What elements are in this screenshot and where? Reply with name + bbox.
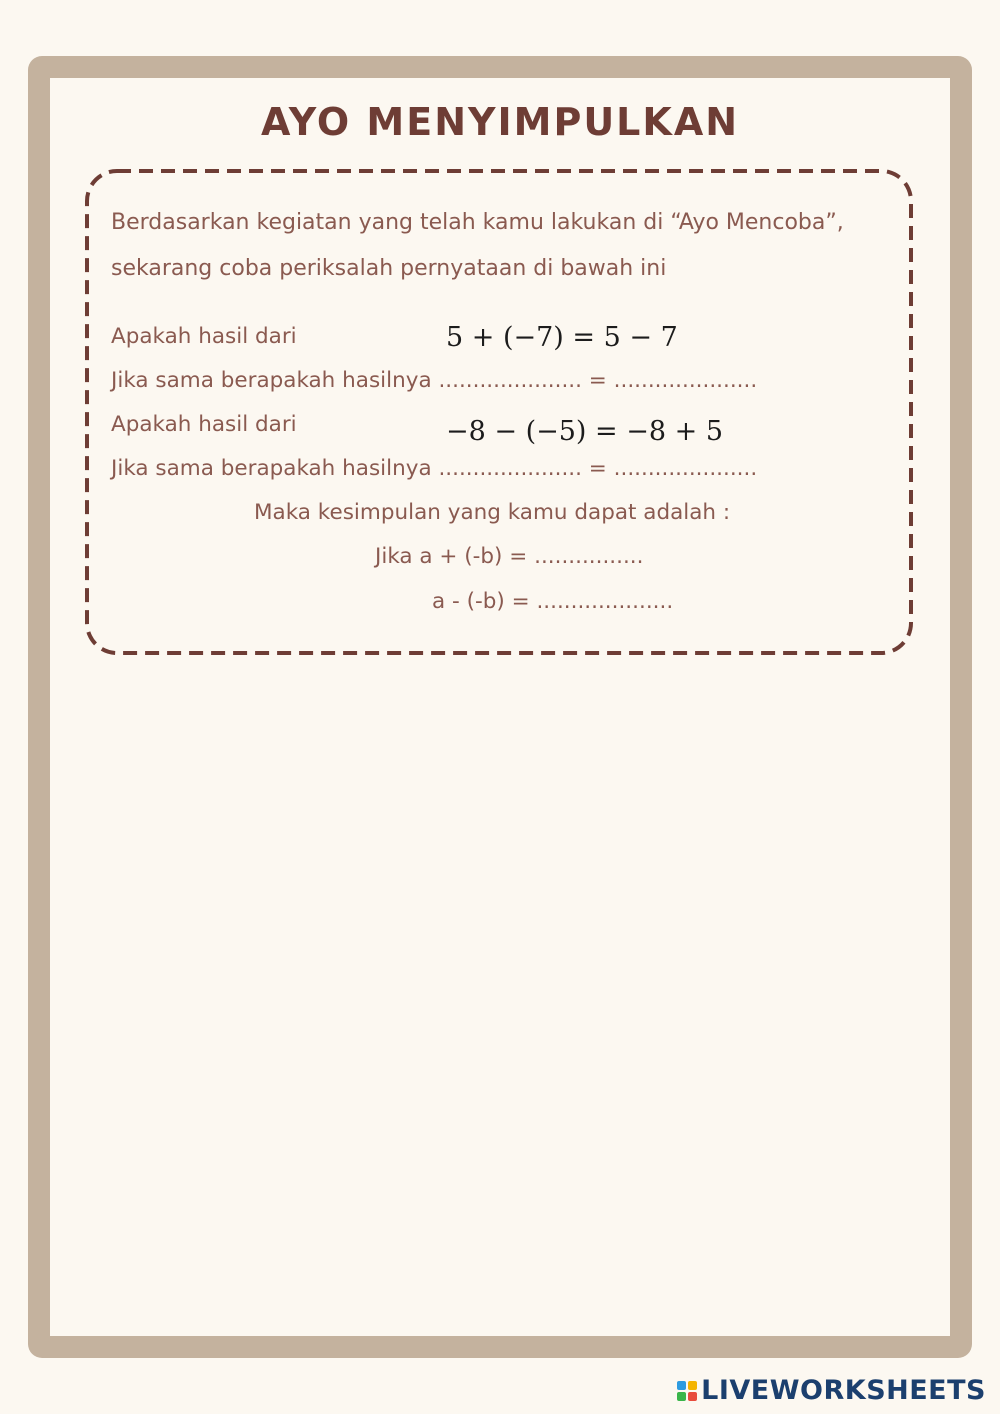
question-1-label: Apakah hasil dari <box>111 324 297 349</box>
question-2-label: Apakah hasil dari <box>111 412 297 437</box>
question-2-answer-line[interactable]: Jika sama berapakah hasilnya ..................... = ..................... <box>111 456 758 481</box>
liveworksheets-grid-icon <box>677 1381 697 1401</box>
intro-line-2: sekarang coba periksalah pernyataan di bawah ini <box>111 256 667 281</box>
page-title: AYO MENYIMPULKAN <box>260 100 740 144</box>
conclusion-rule-1[interactable]: Jika a + (-b) = ................ <box>375 544 644 569</box>
liveworksheets-wordmark: LIVEWORKSHEETS <box>701 1375 986 1406</box>
intro-text <box>111 200 901 292</box>
liveworksheets-logo <box>677 1375 986 1406</box>
question-1-equation: 5 + (−7) = 5 − 7 <box>446 322 678 353</box>
conclusion-lead: Maka kesimpulan yang kamu dapat adalah : <box>254 500 731 525</box>
conclusion-rule-2[interactable]: a - (-b) = .................... <box>432 589 674 614</box>
intro-line-1: Berdasarkan kegiatan yang telah kamu lakukan di “Ayo Mencoba”, <box>111 210 844 235</box>
question-2-equation: −8 − (−5) = −8 + 5 <box>446 416 724 447</box>
question-1-answer-line[interactable]: Jika sama berapakah hasilnya ..................... = ..................... <box>111 368 758 393</box>
